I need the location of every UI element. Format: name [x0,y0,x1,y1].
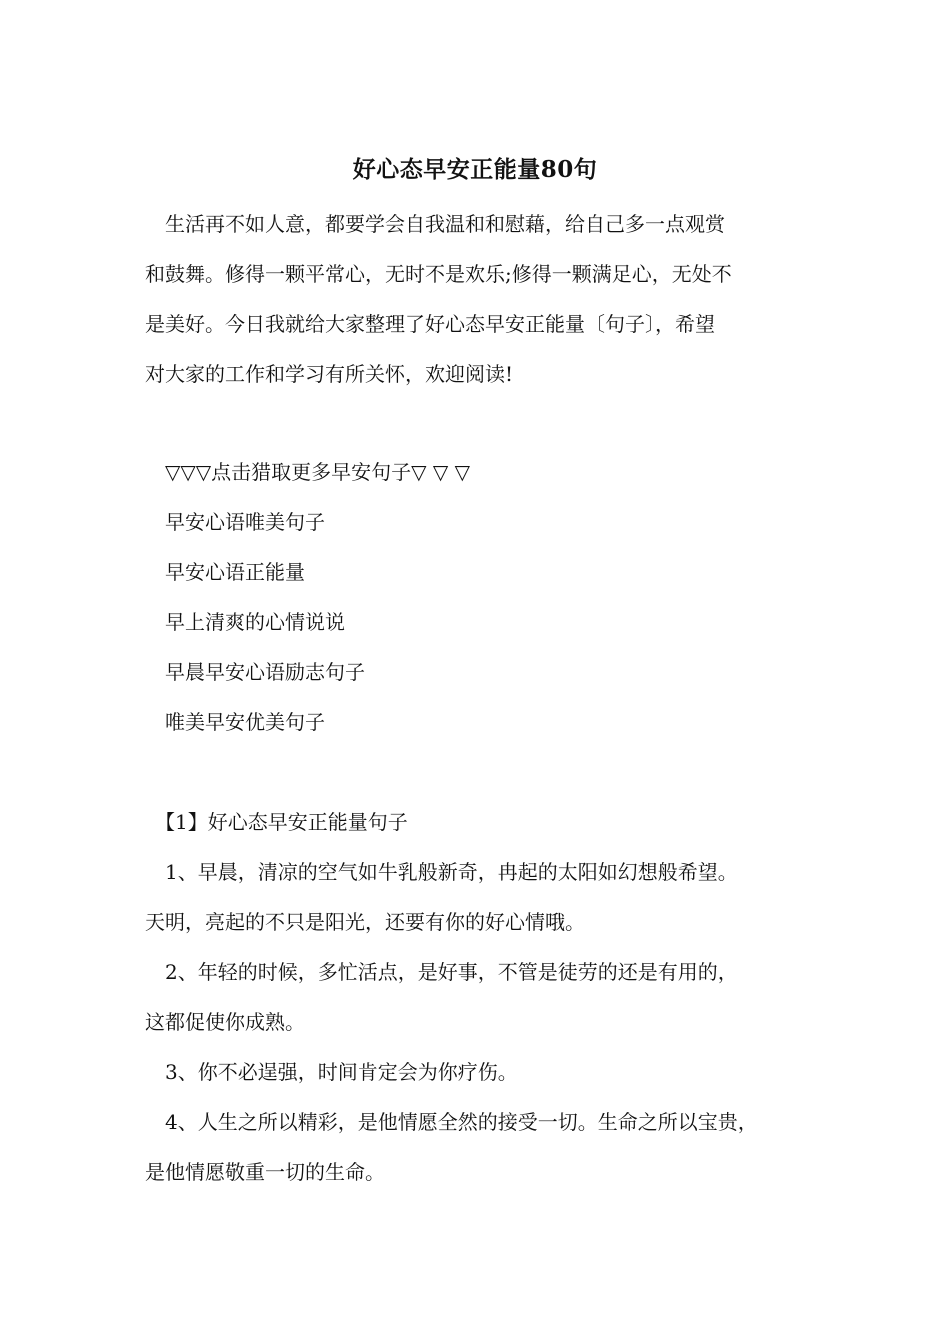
section-heading: 【1】好心态早安正能量句子 [155,810,408,834]
intro-paragraph-line: 生活再不如人意，都要学会自我温和和慰藉，给自己多一点观赏 [165,212,725,236]
link-morning-beautiful-sentences[interactable]: 早安心语唯美句子 [165,510,325,534]
list-item: 2、年轻的时候，多忙活点，是好事，不管是徒劳的还是有用的， [165,960,738,984]
intro-paragraph-line: 对大家的工作和学习有所关怀，欢迎阅读! [145,362,514,386]
list-item-continuation: 是他情愿敬重一切的生命。 [145,1160,385,1184]
intro-paragraph-line: 和鼓舞。修得一颗平常心，无时不是欢乐;修得一颗满足心，无处不 [145,262,732,286]
link-morning-inspirational-sentences[interactable]: 早晨早安心语励志句子 [165,660,365,684]
link-beautiful-morning-sentences[interactable]: 唯美早安优美句子 [165,710,325,734]
list-item-continuation: 这都促使你成熟。 [145,1010,305,1034]
list-item: 1、早晨，清凉的空气如牛乳般新奇，冉起的太阳如幻想般希望。 [165,860,738,884]
intro-paragraph-line: 是美好。今日我就给大家整理了好心态早安正能量〔句子〕，希望 [145,312,715,336]
links-header: ▽▽▽点击猎取更多早安句子▽ ▽ ▽ [165,460,470,484]
list-item: 3、你不必逞强，时间肯定会为你疗伤。 [165,1060,518,1084]
document-title: 好心态早安正能量80句 [352,156,598,183]
list-item-continuation: 天明，亮起的不只是阳光，还要有你的好心情哦。 [145,910,585,934]
list-item: 4、人生之所以精彩，是他情愿全然的接受一切。生命之所以宝贵， [165,1110,758,1134]
link-morning-positive-energy[interactable]: 早安心语正能量 [165,560,305,584]
link-fresh-morning-mood[interactable]: 早上清爽的心情说说 [165,610,345,634]
